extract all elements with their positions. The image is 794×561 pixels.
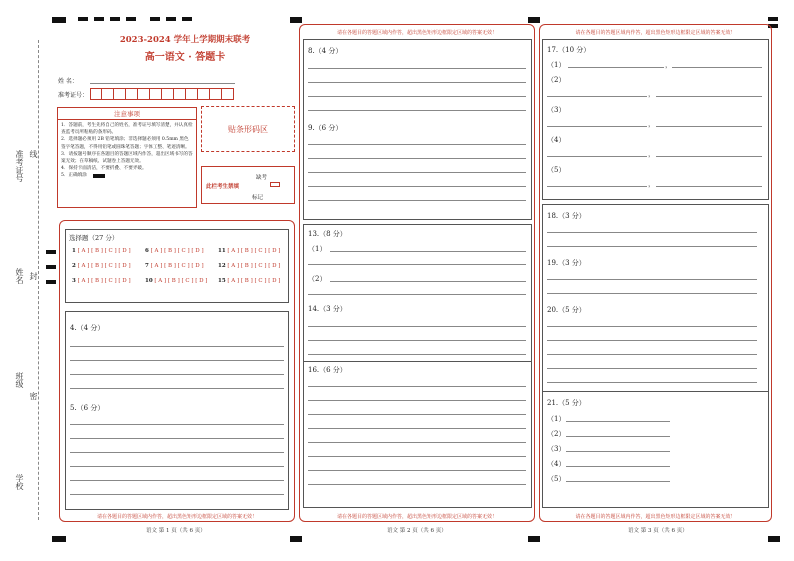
answer-line[interactable] [568, 67, 664, 68]
side-label-exam-no: 准考证号 [15, 150, 24, 182]
question-21-sub1: （1） [547, 415, 566, 423]
answer-box-13-14 [303, 224, 532, 362]
absent-mark-box[interactable] [270, 182, 280, 187]
question-19-label: 19.（3 分） [547, 259, 586, 267]
answer-line[interactable] [566, 466, 670, 467]
comma: ， [648, 150, 655, 158]
position-mark [528, 17, 540, 23]
answer-line[interactable] [566, 421, 670, 422]
answer-line[interactable] [308, 326, 526, 327]
answer-line[interactable] [308, 144, 526, 145]
question-18-label: 18.（3 分） [547, 212, 586, 220]
question-13-label: 13.（8 分） [308, 230, 347, 238]
position-mark [52, 17, 66, 23]
page-footer-2: 语文 第 2 页（共 6 页） [387, 528, 447, 534]
choice-row-2[interactable]: 2 [ A ] [ B ] [ C ] [ D ] [72, 263, 131, 269]
comma: ， [648, 90, 655, 98]
page-footer-1: 语文 第 1 页（共 6 页） [146, 528, 206, 534]
answer-line[interactable] [547, 96, 647, 97]
answer-line[interactable] [566, 436, 670, 437]
answer-box-17 [542, 39, 769, 200]
answer-line[interactable] [547, 326, 757, 327]
notice-item: 3．请按题号顺序在各题目的答题区域内作答，超出区域书写的答案无效；在草稿纸、试题卷上答题无效。 [61, 151, 193, 165]
position-mark [110, 17, 120, 21]
answer-line[interactable] [308, 68, 526, 69]
answer-line[interactable] [308, 200, 526, 201]
notice-item: 1．答题前，考生先将自己的姓名，准考证号填写清楚，并认真检查监考员所粘贴的条形码。 [61, 123, 193, 136]
warning-text: 请在各题目的答题区域内作答，超出黑色矩形边框限定区域的答案无效！ [336, 514, 497, 520]
question-13-sub2: （2） [308, 275, 327, 283]
answer-line[interactable] [70, 346, 284, 347]
exam-no-boxes[interactable] [90, 88, 234, 100]
choice-row-7[interactable]: 7 [ A ] [ B ] [ C ] [ D ] [145, 263, 204, 269]
notice-title: 注意事项 [58, 108, 196, 120]
answer-line[interactable] [70, 360, 284, 361]
answer-line[interactable] [308, 456, 526, 457]
answer-line[interactable] [70, 494, 284, 495]
answer-line[interactable] [547, 293, 757, 294]
question-17-sub3: （3） [547, 106, 566, 114]
side-label-school: 学校 [15, 474, 24, 490]
answer-box-16 [303, 361, 532, 508]
answer-line[interactable] [547, 186, 647, 187]
answer-line[interactable] [656, 156, 762, 157]
filled-sample-icon [93, 174, 105, 178]
answer-line[interactable] [70, 374, 284, 375]
exam-no-label: 准考证号： [58, 92, 89, 99]
comma: ， [665, 61, 672, 69]
position-mark [52, 536, 66, 542]
answer-line[interactable] [547, 279, 757, 280]
answer-line[interactable] [308, 470, 526, 471]
answer-line[interactable] [308, 400, 526, 401]
position-mark [46, 280, 56, 284]
position-mark [290, 17, 302, 23]
absent-text1: 缺考 [256, 175, 268, 181]
question-21-label: 21.（5 分） [547, 399, 586, 407]
answer-line[interactable] [308, 442, 526, 443]
answer-line[interactable] [308, 354, 526, 355]
answer-line[interactable] [547, 126, 647, 127]
notice-item: 2．选择题必须用 2B 铅笔填涂；非选择题必须用 0.5mm 黑色签字笔答题，不得用铅笔或圆珠笔答题；字体工整、笔迹清晰。 [61, 137, 190, 150]
answer-line[interactable] [547, 382, 757, 383]
question-5-label: 5.（6 分） [70, 404, 105, 412]
warning-text: 请在各题目的答题区域内作答，超出黑色矩形边框限定区域的答案无效！ [575, 30, 736, 36]
answer-line[interactable] [308, 414, 526, 415]
answer-line[interactable] [547, 156, 647, 157]
answer-line[interactable] [70, 452, 284, 453]
side-label-name: 姓名 [15, 268, 24, 284]
question-17-sub2: （2） [547, 76, 566, 84]
answer-line[interactable] [308, 340, 526, 341]
question-16-label: 16.（6 分） [308, 366, 347, 374]
question-21-sub4: （4） [547, 460, 566, 468]
barcode-area: 贴条形码区 [201, 106, 295, 152]
comma: ， [648, 120, 655, 128]
question-14-label: 14.（3 分） [308, 305, 347, 313]
choice-row-1[interactable]: 1 [ A ] [ B ] [ C ] [ D ] [72, 248, 131, 254]
position-mark [290, 536, 302, 542]
binding-line [38, 40, 39, 520]
answer-line[interactable] [308, 264, 526, 265]
exam-title: 2023-2024 学年上学期期末联考 [119, 35, 251, 45]
absent-label: 此栏考生禁填 [206, 184, 240, 190]
question-17-sub1: （1） [547, 61, 566, 69]
position-mark [768, 17, 778, 21]
choice-row-3[interactable]: 3 [ A ] [ B ] [ C ] [ D ] [72, 278, 131, 284]
answer-line[interactable] [70, 388, 284, 389]
answer-line[interactable] [308, 96, 526, 97]
answer-line[interactable] [308, 110, 526, 111]
answer-line[interactable] [547, 354, 757, 355]
question-4-label: 4.（4 分） [70, 324, 105, 332]
side-label-feng: 封 [29, 272, 38, 280]
answer-line[interactable] [547, 368, 757, 369]
position-mark [46, 265, 56, 269]
question-20-label: 20.（5 分） [547, 306, 586, 314]
answer-line[interactable] [70, 466, 284, 467]
position-mark [768, 536, 780, 542]
position-mark [94, 17, 104, 21]
warning-text: 请在各题目的答题区域内作答，超出黑色矩形边框限定区域的答案无效！ [336, 30, 497, 36]
choice-row-11[interactable]: 11 [ A ] [ B ] [ C ] [ D ] [218, 248, 281, 254]
comma: ， [648, 180, 655, 188]
answer-line[interactable] [566, 481, 670, 482]
position-mark [150, 17, 160, 21]
choice-row-15[interactable]: 15 [ A ] [ B ] [ C ] [ D ] [218, 278, 281, 284]
name-label: 姓 名： [58, 78, 78, 85]
page-footer-3: 语文 第 3 页（共 6 页） [628, 528, 688, 534]
answer-line[interactable] [566, 451, 670, 452]
choice-row-6[interactable]: 6 [ A ] [ B ] [ C ] [ D ] [145, 248, 204, 254]
position-mark [166, 17, 176, 21]
answer-line[interactable] [547, 232, 757, 233]
warning-text: 请在各题目的答题区域内作答，超出黑色矩形边框限定区域的答案无效！ [96, 514, 257, 520]
choice-row-10[interactable]: 10 [ A ] [ B ] [ C ] [ D ] [145, 278, 208, 284]
question-13-sub1: （1） [308, 245, 327, 253]
answer-line[interactable] [308, 186, 526, 187]
answer-line[interactable] [547, 340, 757, 341]
warning-text: 请在各题目的答题区域内作答，超出黑色矩形边框限定区域的答案无效！ [575, 514, 736, 520]
answer-line[interactable] [656, 126, 762, 127]
notice-box [57, 107, 197, 208]
question-21-sub2: （2） [547, 430, 566, 438]
answer-line[interactable] [330, 251, 526, 252]
answer-line[interactable] [672, 67, 762, 68]
position-mark [126, 17, 136, 21]
question-21-sub5: （5） [547, 475, 566, 483]
answer-line[interactable] [656, 96, 762, 97]
choice-title: 选择题（27 分） [69, 234, 119, 242]
side-label-mi: 密 [29, 392, 38, 400]
answer-line[interactable] [330, 281, 526, 282]
question-17-sub5: （5） [547, 166, 566, 174]
answer-line[interactable] [308, 172, 526, 173]
name-field[interactable] [90, 83, 235, 84]
answer-line[interactable] [547, 246, 757, 247]
answer-line[interactable] [70, 424, 284, 425]
question-17-sub4: （4） [547, 136, 566, 144]
answer-box-21 [542, 392, 769, 508]
answer-line[interactable] [308, 294, 526, 295]
answer-line[interactable] [656, 186, 762, 187]
choice-row-12[interactable]: 12 [ A ] [ B ] [ C ] [ D ] [218, 263, 281, 269]
absent-box [201, 166, 295, 204]
question-8-label: 8.（4 分） [308, 47, 343, 55]
side-label-xian: 线 [29, 150, 38, 158]
notice-item: 4．保持卡面清洁，不要折叠、不要弄破。 [61, 166, 147, 172]
question-17-label: 17.（10 分） [547, 46, 591, 54]
position-mark [46, 250, 56, 254]
answer-line[interactable] [308, 428, 526, 429]
position-mark [182, 17, 192, 21]
answer-line[interactable] [308, 82, 526, 83]
question-9-label: 9.（6 分） [308, 124, 343, 132]
notice-item: 5．正确填涂 [61, 173, 87, 179]
position-mark [528, 536, 540, 542]
answer-line[interactable] [70, 480, 284, 481]
absent-text2: 标记 [252, 195, 264, 201]
answer-line[interactable] [308, 386, 526, 387]
answer-line[interactable] [70, 438, 284, 439]
answer-line[interactable] [308, 158, 526, 159]
side-label-class: 班级 [15, 372, 24, 388]
card-title: 高一语文 · 答题卡 [144, 52, 226, 63]
answer-line[interactable] [308, 484, 526, 485]
question-21-sub3: （3） [547, 445, 566, 453]
position-mark [78, 17, 88, 21]
